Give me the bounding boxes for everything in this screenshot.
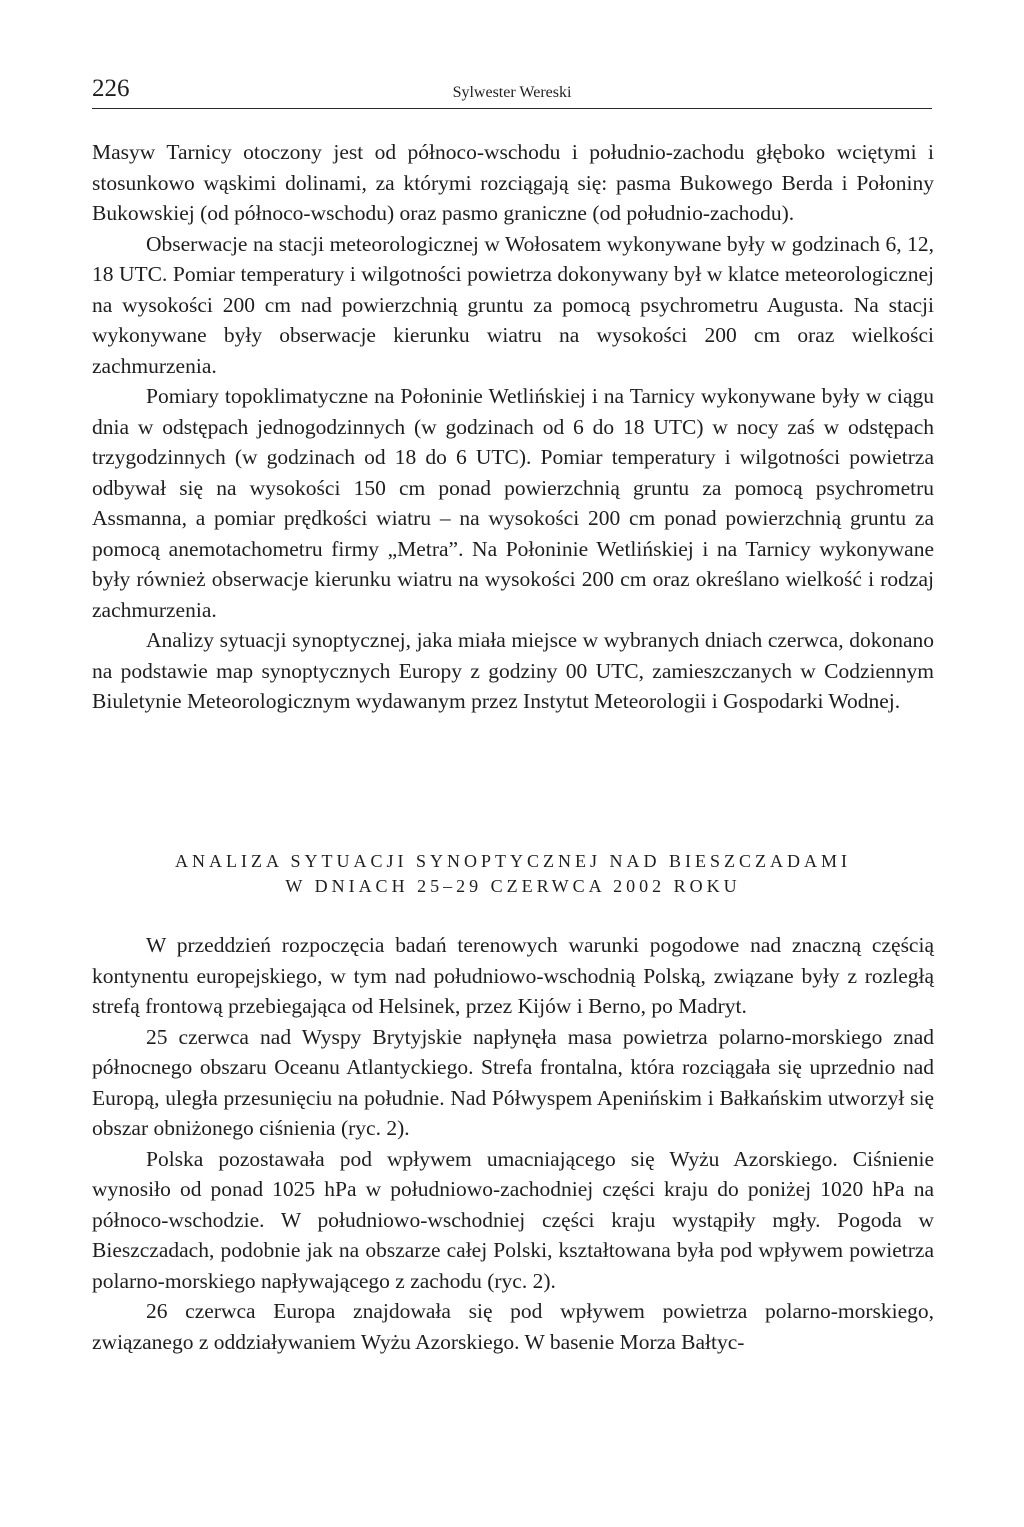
paragraph: Pomiary topoklimatyczne na Połoninie Wetlińskiej i na Tarnicy wykonywane były w ciągu dnia w odstępach jednogodzinnych (w godzinach od 6 do 18 UTC) w nocy zaś w odstępach trzygodzinnych (w godzinach od 18 do 6 UTC). Pomiar temperatury i wilgotności powietrza odbywał się na wysokości 150 cm ponad powierzchnią gruntu za pomocą psychrometru Assmanna, a pomiar prędkości wiatru – na wysokości 200 cm ponad powierzchnią gruntu za pomocą anemotachometru firmy „Metra”. Na Połoninie Wetlińskiej i na Tarnicy wykonywane były również obserwacje kierunku wiatru na wysokości 200 cm oraz określano wielkość i rodzaj zachmurzenia.	[92, 384, 934, 622]
body-text-top	[92, 137, 934, 717]
section-heading-line-1: ANALIZA SYTUACJI SYNOPTYCZNEJ NAD BIESZCZADAMI	[174, 851, 851, 871]
paragraph: 25 czerwca nad Wyspy Brytyjskie napłynęła masa powietrza polarno-morskiego znad północnego obszaru Oceanu Atlantyckiego. Strefa frontalna, która rozciągała się uprzednio nad Europą, uległa przesunięciu na południe. Nad Półwyspem Apenińskim i Bałkańskim utworzył się obszar obniżonego ciśnienia (ryc. 2).	[92, 1024, 934, 1140]
section-heading	[92, 849, 934, 899]
page-number: 226	[92, 75, 130, 102]
paragraph: Polska pozostawała pod wpływem umacniającego się Wyżu Azorskiego. Ciśnienie wynosiło od ponad 1025 hPa w południowo-zachodniej części kraju do poniżej 1020 hPa na północo-wschodzie. W południowo-wschodniej części kraju wystąpiły mgły. Pogoda w Bieszczadach, podobnie jak na obszarze całej Polski, kształtowana była pod wpływem powietrza polarno-morskiego napływającego z zachodu (ryc. 2).	[92, 1146, 934, 1293]
section-heading-line-2: W DNIACH 25–29 CZERWCA 2002 ROKU	[285, 876, 741, 896]
paragraph: Masyw Tarnicy otoczony jest od północo-wschodu i południo-zachodu głęboko wciętymi i stosunkowo wąskimi dolinami, za którymi rozciągają się: pasma Bukowego Berda i Połoniny Bukowskiej (od północo-wschodu) oraz pasmo graniczne (od południo-zachodu).	[92, 140, 934, 225]
paragraph: Analizy sytuacji synoptycznej, jaka miała miejsce w wybranych dniach czerwca, dokonano na podstawie map synoptycznych Europy z godziny 00 UTC, zamieszczanych w Codziennym Biuletynie Meteorologicznym wydawanym przez Instytut Meteorologii i Gospodarki Wodnej.	[92, 628, 934, 713]
paragraph: 26 czerwca Europa znajdowała się pod wpływem powietrza polarno-morskiego, związanego z oddziaływaniem Wyżu Azorskiego. W basenie Morza Bałtyc-	[92, 1299, 934, 1354]
page-header	[92, 74, 932, 109]
paragraph: W przeddzień rozpoczęcia badań terenowych warunki pogodowe nad znaczną częścią kontynentu europejskiego, w tym nad południowo-wschodnią Polską, związane były z rozległą strefą frontową przebiegająca od Helsinek, przez Kijów i Berno, po Madryt.	[92, 933, 934, 1018]
body-text-bottom	[92, 930, 934, 1357]
paragraph: Obserwacje na stacji meteorologicznej w Wołosatem wykonywane były w godzinach 6, 12, 18 UTC. Pomiar temperatury i wilgotności powietrza dokonywany był w klatce meteorologicznej na wysokości 200 cm nad powierzchnią gruntu za pomocą psychrometru Augusta. Na stacji wykonywane były obserwacje kierunku wiatru na wysokości 200 cm oraz wielkości zachmurzenia.	[92, 231, 934, 378]
running-head: Sylwester Wereski	[452, 84, 572, 101]
